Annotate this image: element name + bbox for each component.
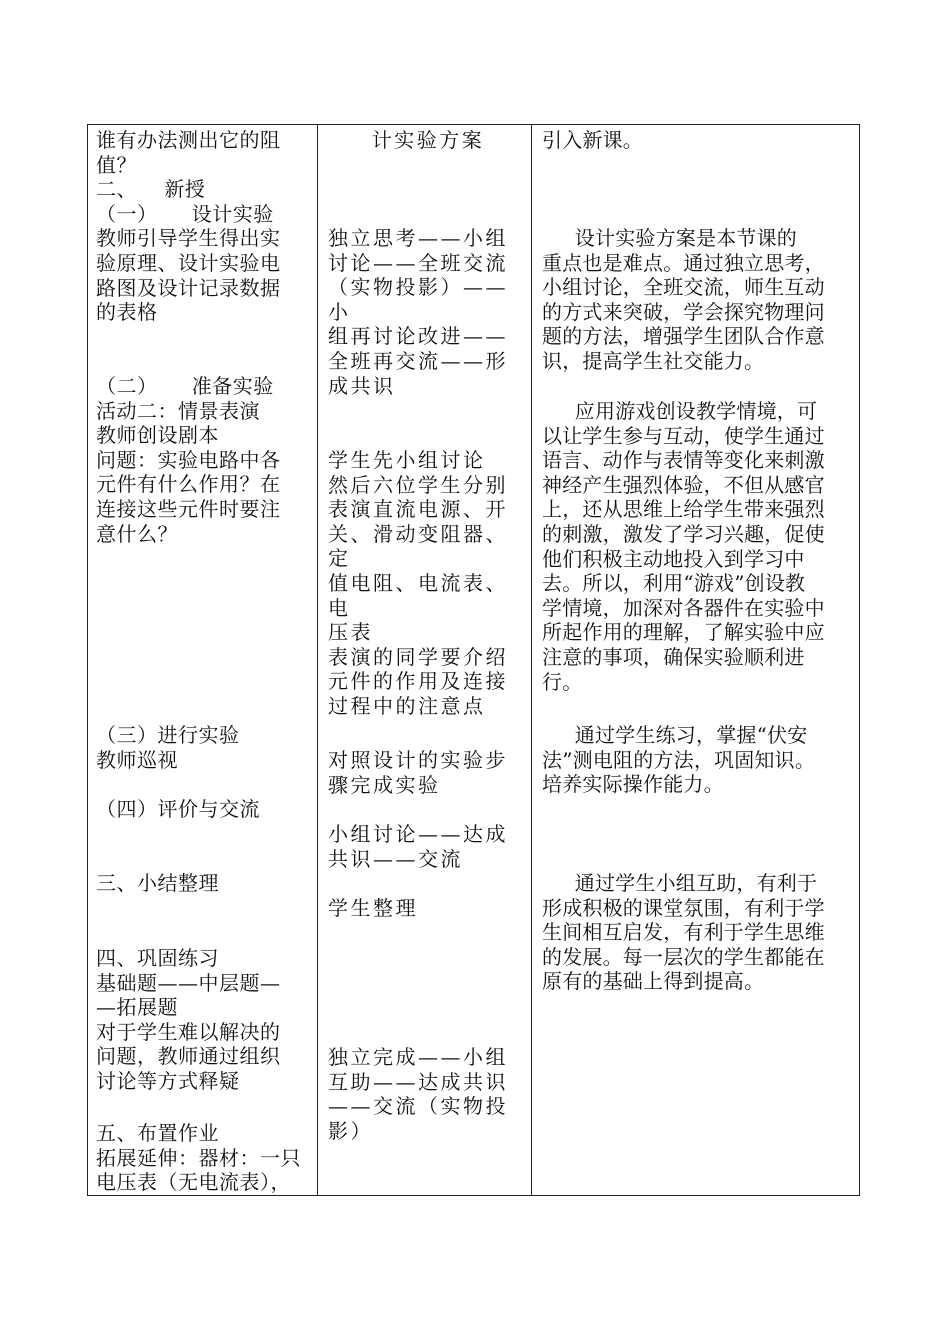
lesson-plan-table [87, 124, 860, 1196]
teacher-text-experiment: （三）进行实验 教师巡视 [96, 723, 240, 772]
student-text-consensus: 小组讨论——达成 共识——交流 [328, 822, 508, 871]
intent-text-practice: 通过学生练习，掌握“伏安 法”测电阻的方法，巩固知识。 培养实际操作能力。 [542, 723, 816, 797]
intent-text-group: 通过学生小组互助，有利于 形成积极的课堂氛围，有利于学 生间相互启发，有利于学生思维 的发展。每一层次的学生都能在 原有的基础上得到提高。 [542, 871, 825, 994]
student-text-plan: 计实验方案 [371, 128, 485, 152]
student-text-practice: 独立完成——小组 互助——达成共识 ——交流（实物投 影） [328, 1045, 508, 1143]
teacher-text-summary: 三、小结整理 [96, 871, 219, 895]
teacher-text-practice: 四、巩固练习 基础题——中层题— —拓展题 对于学生难以解决的 问题，教师通过组织 讨论等方式释疑 [96, 946, 281, 1093]
student-activity-column [318, 125, 532, 1195]
teacher-text-evaluate: （四）评价与交流 [96, 797, 260, 821]
intent-text-plan: 设计实验方案是本节课的 重点也是难点。通过独立思考， 小组讨论，全班交流，师生互动 的方式来突破，学会探究物理问 题的方法，增强学生团队合作意 识，提高学生社交能力。 [542, 226, 825, 373]
design-intent-column [532, 125, 859, 1195]
intent-text-intro: 引入新课。 [542, 128, 643, 152]
intent-text-game: 应用游戏创设教学情境，可 以让学生参与互动，使学生通过 语言、动作与表情等变化来刺激 神经产生强烈体验，不但从感官 上，还从思维上给学生带来强烈 的刺激，激发了学习兴趣，促使 他们积极主动地投入到学习中 去。所以，利用“游戏”创设教 学情境，加深对各器件在实验中 所起作用的理解，了解实验中应 注意的事项，确保实验顺利进 行。 [542, 399, 825, 694]
teacher-text-prepare: （二） 准备实验 活动二：情景表演 教师创设剧本 问题：实验电路中各 元件有什么作用？在 连接这些元件时要注 意什么？ [96, 374, 281, 546]
student-text-experiment: 对照设计的实验步 骤完成实验 [328, 748, 508, 797]
teacher-activity-column [88, 125, 318, 1195]
teacher-text-homework: 五、布置作业 拓展延伸：器材：一只 电压表（无电流表）， [96, 1121, 301, 1195]
student-text-summary: 学生整理 [328, 896, 418, 920]
teacher-text-intro: 谁有办法测出它的阻 值？ 二、 新授 （一） 设计实验 教师引导学生得出实 验原理、设计实验电 路图及设计记录数据 的表格 [96, 128, 281, 325]
student-text-discussion: 独立思考——小组 讨论——全班交流 （实物投影）——小 组再讨论改进—— 全班再交流——形 成共识 [328, 226, 508, 398]
student-text-roleplay: 学生先小组讨论 然后六位学生分别 表演直流电源、开 关、滑动变阻器、定 值电阻、电流表、电 压表 表演的同学要介绍 元件的作用及连接 过程中的注意点 [328, 448, 508, 718]
